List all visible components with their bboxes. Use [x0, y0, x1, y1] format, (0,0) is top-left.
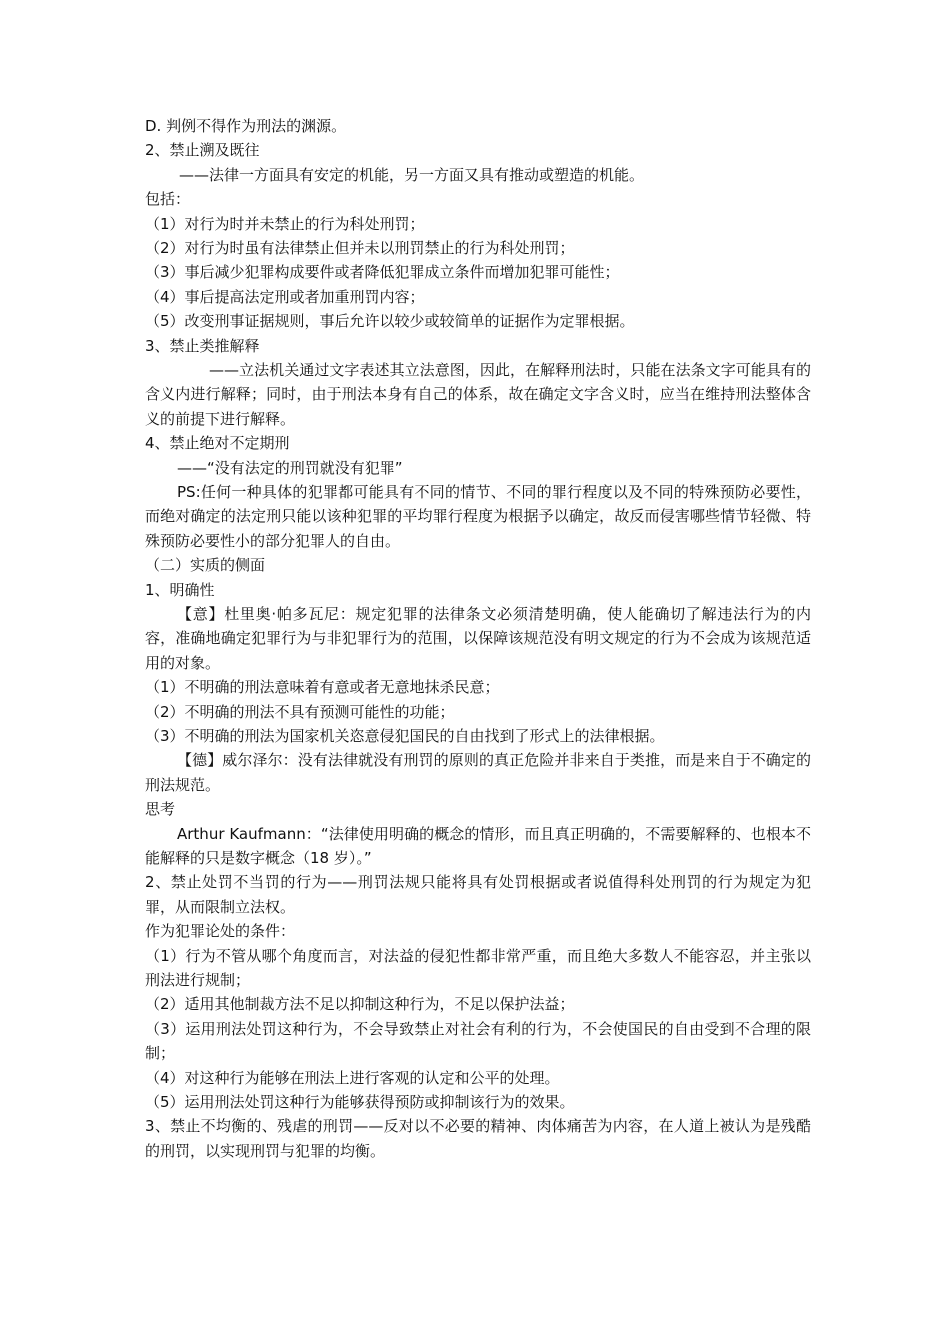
- list-item-condition-4: （4）对这种行为能够在刑法上进行客观的认定和公平的处理。: [145, 1068, 560, 1087]
- paragraph-no-punish-improper: 2、禁止处罚不当罚的行为——刑罚法规只能将具有处罚根据或者说值得科处刑罚的行为规定为犯罪，从而限制立法权。: [145, 873, 811, 916]
- list-item-clarity-2: （2）不明确的刑法不具有预测可能性的功能；: [145, 702, 455, 721]
- list-item-condition-3: （3）运用刑法处罚这种行为，不会导致禁止对社会有利的行为，不会使国民的自由受到不合理的限制；: [145, 1019, 811, 1063]
- paragraph-kaufmann: Arthur Kaufmann：“法律使用明确的概念的情形，而且真正明确的，不需要解释的、也根本不能解释的只是数字概念（18 岁）。”: [145, 824, 811, 867]
- list-item-5: （5）改变刑事证据规则，事后允许以较少或较简单的证据作为定罪根据。: [145, 312, 635, 331]
- heading-no-retroactivity: 2、禁止溯及既往: [145, 141, 260, 160]
- text-line-conditions: 作为犯罪论处的条件：: [145, 922, 296, 941]
- paragraph-padovani: 【意】杜里奥·帕多瓦尼：规定犯罪的法律条文必须清楚明确，使人能确切了解违法行为的内容，准确地确定犯罪行为与非犯罪行为的范围，以保障该规范没有明文规定的行为不会成为该规范适用的对象。: [145, 604, 811, 672]
- paragraph-welzel: 【德】威尔泽尔：没有法律就没有刑罚的原则的真正危险并非来自于类推，而是来自于不确定的刑法规范。: [145, 751, 811, 794]
- text-line-precedent: D. 判例不得作为刑法的渊源。: [145, 117, 347, 135]
- heading-substantive-side: （二）实质的侧面: [145, 556, 266, 575]
- list-item-4: （4）事后提高法定刑或者加重刑罚内容；: [145, 287, 425, 306]
- list-item-condition-1: （1）行为不管从哪个角度而言，对法益的侵犯性都非常严重，而且绝大多数人不能容忍，并主张以刑法进行规制；: [145, 946, 811, 989]
- list-item-3: （3）事后减少犯罪构成要件或者降低犯罪成立条件而增加犯罪可能性；: [145, 263, 620, 282]
- text-line-law-function: ——法律一方面具有安定的机能，另一方面又具有推动或塑造的机能。: [179, 165, 645, 184]
- list-item-condition-5: （5）运用刑法处罚这种行为能够获得预防或抑制该行为的效果。: [145, 1092, 575, 1111]
- paragraph-analogy: ——立法机关通过文字表述其立法意图，因此，在解释刑法时，只能在法条文字可能具有的含义内进行解释；同时，由于刑法本身有自己的体系，故在确定文字含义时，应当在维持刑法整体含义的前提下进行解释。: [145, 360, 811, 428]
- paragraph-no-cruel-punishment: 3、禁止不均衡的、残虐的刑罚——反对以不必要的精神、肉体痛苦为内容，在人道上被认为是残酷的刑罚，以实现刑罚与犯罪的均衡。: [145, 1117, 811, 1160]
- heading-no-indeterminate-sentence: 4、禁止绝对不定期刑: [145, 434, 290, 453]
- heading-clarity: 1、明确性: [145, 580, 215, 599]
- text-line-quote: ——“没有法定的刑罚就没有犯罪”: [177, 458, 403, 477]
- list-item-1: （1）对行为时并未禁止的行为科处刑罚；: [145, 214, 425, 233]
- document-page: [145, 114, 811, 1163]
- list-item-clarity-3: （3）不明确的刑法为国家机关恣意侵犯国民的自由找到了形式上的法律根据。: [145, 726, 665, 745]
- heading-no-analogy: 3、禁止类推解释: [145, 336, 260, 355]
- list-item-condition-2: （2）适用其他制裁方法不足以抑制这种行为，不足以保护法益；: [145, 995, 575, 1014]
- text-line-includes: 包括：: [145, 190, 191, 209]
- paragraph-ps: PS:任何一种具体的犯罪都可能具有不同的情节、不同的罪行程度以及不同的特殊预防必要性，而绝对确定的法定刑只能以该种犯罪的平均罪行程度为根据予以确定，故反而侵害哪些情节轻微、特殊预防必要性小的部分犯罪人的自由。: [145, 482, 811, 550]
- list-item-clarity-1: （1）不明确的刑法意味着有意或者无意地抹杀民意；: [145, 678, 500, 697]
- text-line-thinking: 思考: [145, 800, 176, 819]
- list-item-2: （2）对行为时虽有法律禁止但并未以刑罚禁止的行为科处刑罚；: [145, 238, 575, 257]
